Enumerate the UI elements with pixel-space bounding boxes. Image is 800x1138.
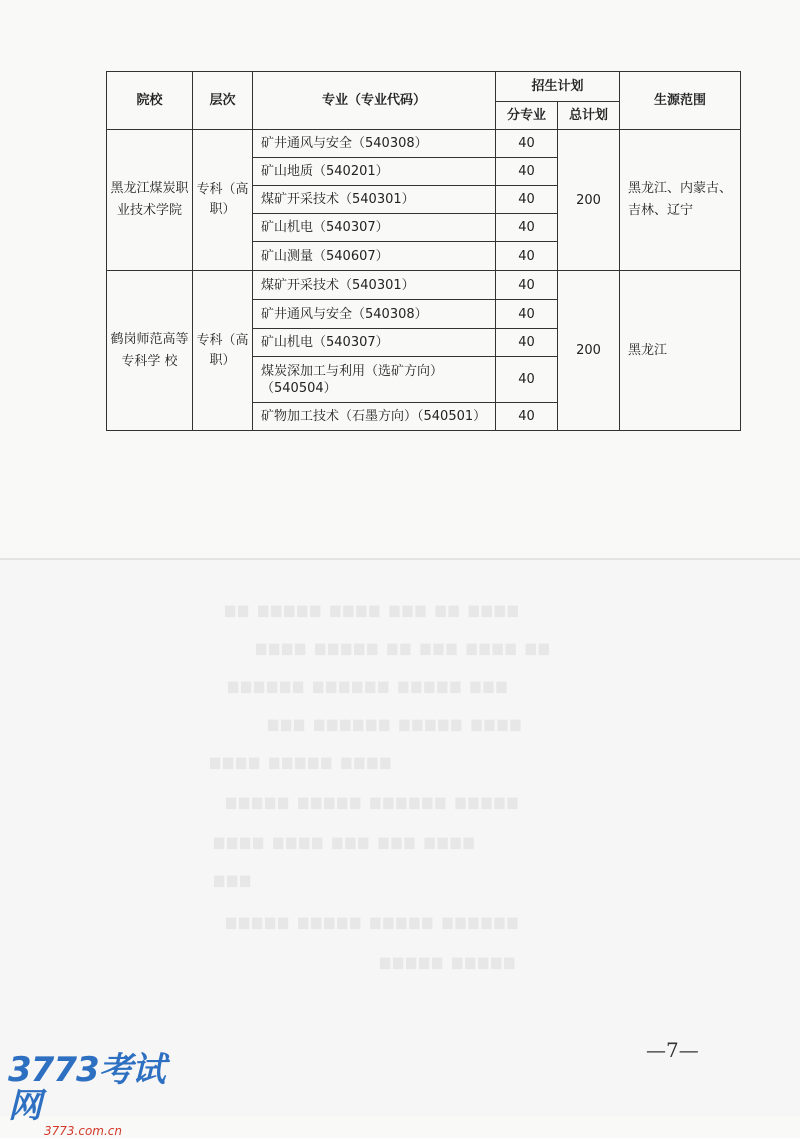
major-cell: 矿物加工技术（石墨方向）（540501）: [253, 403, 496, 431]
major-cell: 矿山地质（540201）: [253, 158, 496, 186]
total-plan: 200: [558, 271, 620, 431]
major-count: 40: [496, 186, 558, 214]
major-count: 40: [496, 357, 558, 403]
show-through-text: ▆▆▆▆▆ ▆▆▆▆▆: [380, 955, 518, 970]
show-through-text: ▆▆▆ ▆▆▆▆▆▆ ▆▆▆▆▆ ▆▆▆▆: [268, 717, 524, 732]
page-number: —7—: [646, 1038, 699, 1062]
watermark-brand: 3773考试网: [8, 1050, 165, 1126]
header-plan: 招生计划: [496, 72, 620, 102]
major-cell: 矿山测量（540607）: [253, 242, 496, 271]
school-name: 黑龙江煤炭职业技术学院: [107, 130, 193, 271]
show-through-text: ▆▆▆▆▆▆ ▆▆▆▆▆▆ ▆▆▆▆▆ ▆▆▆: [228, 679, 510, 694]
major-count: 40: [496, 242, 558, 271]
site-watermark: [8, 1052, 188, 1138]
major-cell: 煤炭深加工与利用（选矿方向）（540504）: [253, 357, 496, 403]
major-count: 40: [496, 300, 558, 329]
show-through-text: ▆▆▆▆▆ ▆▆▆▆▆ ▆▆▆▆▆▆ ▆▆▆▆▆: [226, 795, 521, 810]
major-cell: 煤矿开采技术（540301）: [253, 271, 496, 300]
show-through-text: ▆▆▆▆▆ ▆▆▆▆▆ ▆▆▆▆▆ ▆▆▆▆▆▆: [226, 915, 521, 930]
major-cell: 矿山机电（540307）: [253, 329, 496, 357]
header-plan-total: 总计划: [558, 102, 620, 130]
major-count: 40: [496, 403, 558, 431]
header-school: 院校: [107, 72, 193, 130]
major-count: 40: [496, 130, 558, 158]
watermark-url: 3773.com.cn: [44, 1124, 122, 1138]
header-major: 专业（专业代码）: [253, 72, 496, 130]
show-through-text: ▆▆▆▆ ▆▆▆▆▆ ▆▆ ▆▆▆ ▆▆▆▆ ▆▆: [256, 641, 552, 656]
show-through-text: ▆▆▆▆ ▆▆▆▆▆ ▆▆▆▆: [210, 755, 394, 770]
page-fold-line: [0, 558, 800, 560]
region-cell: 黑龙江: [620, 271, 741, 431]
enrollment-plan-table: [106, 71, 741, 431]
region-cell: 黑龙江、内蒙古、吉林、辽宁: [620, 130, 741, 271]
major-cell: 矿井通风与安全（540308）: [253, 300, 496, 329]
total-plan: 200: [558, 130, 620, 271]
major-cell: 矿山机电（540307）: [253, 214, 496, 242]
level-cell: 专科（高职）: [193, 271, 253, 431]
header-level: 层次: [193, 72, 253, 130]
table-row: [107, 130, 741, 158]
show-through-text: ▆▆▆: [214, 873, 253, 888]
major-count: 40: [496, 214, 558, 242]
header-region: 生源范围: [620, 72, 741, 130]
level-cell: 专科（高职）: [193, 130, 253, 271]
table-row: [107, 271, 741, 300]
school-name: 鹤岗师范高等专科学 校: [107, 271, 193, 431]
major-count: 40: [496, 271, 558, 300]
header-plan-per-major: 分专业: [496, 102, 558, 130]
major-cell: 煤矿开采技术（540301）: [253, 186, 496, 214]
show-through-text: ▆▆ ▆▆▆▆▆ ▆▆▆▆ ▆▆▆ ▆▆ ▆▆▆▆: [225, 603, 521, 618]
show-through-text: ▆▆▆▆ ▆▆▆▆ ▆▆▆ ▆▆▆ ▆▆▆▆: [214, 835, 477, 850]
major-count: 40: [496, 158, 558, 186]
major-cell: 矿井通风与安全（540308）: [253, 130, 496, 158]
major-count: 40: [496, 329, 558, 357]
